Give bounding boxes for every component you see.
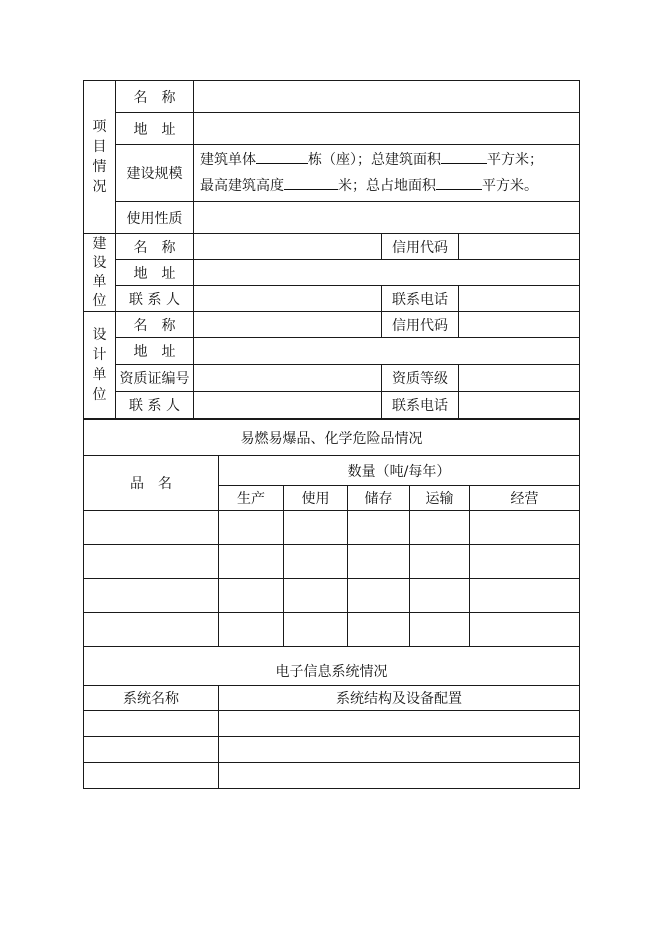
hazard-cell[interactable] [410, 579, 470, 613]
total-area-blank[interactable] [441, 149, 487, 164]
builder-contact-label: 联 系 人 [116, 286, 194, 312]
eis-config-cell[interactable] [219, 711, 580, 737]
designer-contact-field[interactable] [194, 392, 382, 419]
project-name-label: 名 称 [116, 81, 194, 113]
building-count-blank[interactable] [256, 149, 308, 164]
designer-contact-label: 联 系 人 [116, 392, 194, 419]
project-scale-label: 建设规模 [116, 145, 194, 202]
project-scale-field[interactable]: 建筑单体 栋（座）；总建筑面积 平方米； 最高建筑高度 米；总占地面积 平方米。 [194, 145, 580, 202]
eis-config-header: 系统结构及设备配置 [219, 686, 580, 711]
hazard-cell[interactable] [284, 545, 348, 579]
max-height-blank[interactable] [284, 175, 338, 190]
hazard-cell[interactable] [284, 613, 348, 647]
eis-name-cell[interactable] [84, 763, 219, 789]
hazard-cell[interactable] [470, 613, 580, 647]
hazard-cell[interactable] [284, 579, 348, 613]
hazard-cell[interactable] [284, 511, 348, 545]
builder-credit-label: 信用代码 [382, 234, 459, 260]
eis-section-title: 电子信息系统情况 [84, 647, 580, 686]
hazard-cell[interactable] [219, 545, 284, 579]
hazard-eis-table [83, 419, 580, 789]
eis-name-cell[interactable] [84, 711, 219, 737]
project-usage-field[interactable] [194, 202, 580, 234]
hazard-quantity-header: 数量（吨/每年） [219, 456, 580, 486]
hazard-cell[interactable] [219, 511, 284, 545]
unit-info-table [83, 80, 580, 419]
eis-name-header: 系统名称 [84, 686, 219, 711]
project-name-field[interactable] [194, 81, 580, 113]
hazard-row [84, 613, 580, 647]
designer-credit-label: 信用代码 [382, 312, 459, 338]
designer-qual-level-label: 资质等级 [382, 365, 459, 392]
hazard-cell[interactable] [348, 613, 410, 647]
hazard-product-header: 品 名 [84, 456, 219, 511]
designer-phone-label: 联系电话 [382, 392, 459, 419]
designer-group-label: 设 计 单 位 [84, 312, 116, 419]
builder-name-field[interactable] [194, 234, 382, 260]
hazard-cell[interactable] [84, 545, 219, 579]
builder-phone-field[interactable] [459, 286, 580, 312]
builder-name-label: 名 称 [116, 234, 194, 260]
eis-name-cell[interactable] [84, 737, 219, 763]
builder-address-field[interactable] [194, 260, 580, 286]
builder-address-label: 地 址 [116, 260, 194, 286]
project-address-label: 地 址 [116, 113, 194, 145]
hazard-cell[interactable] [470, 579, 580, 613]
designer-credit-field[interactable] [459, 312, 580, 338]
project-address-field[interactable] [194, 113, 580, 145]
eis-row [84, 763, 580, 789]
designer-qual-no-field[interactable] [194, 365, 382, 392]
project-group-label: 项 目 情 况 [84, 81, 116, 234]
eis-config-cell[interactable] [219, 737, 580, 763]
project-usage-label: 使用性质 [116, 202, 194, 234]
hazard-col-produce: 生产 [219, 486, 284, 511]
eis-config-cell[interactable] [219, 763, 580, 789]
eis-row [84, 737, 580, 763]
builder-credit-field[interactable] [459, 234, 580, 260]
hazard-section-title: 易燃易爆品、化学危险品情况 [84, 420, 580, 456]
eis-row [84, 711, 580, 737]
hazard-cell[interactable] [219, 579, 284, 613]
designer-qual-level-field[interactable] [459, 365, 580, 392]
designer-name-field[interactable] [194, 312, 382, 338]
builder-group-label: 建 设 单 位 [84, 234, 116, 312]
land-area-blank[interactable] [436, 175, 482, 190]
hazard-cell[interactable] [84, 579, 219, 613]
hazard-cell[interactable] [219, 613, 284, 647]
hazard-cell[interactable] [410, 613, 470, 647]
hazard-cell[interactable] [348, 511, 410, 545]
hazard-cell[interactable] [348, 579, 410, 613]
hazard-col-use: 使用 [284, 486, 348, 511]
builder-phone-label: 联系电话 [382, 286, 459, 312]
hazard-cell[interactable] [470, 545, 580, 579]
hazard-col-store: 储存 [348, 486, 410, 511]
hazard-cell[interactable] [84, 511, 219, 545]
hazard-cell[interactable] [470, 511, 580, 545]
designer-qual-no-label: 资质证编号 [116, 365, 194, 392]
designer-name-label: 名 称 [116, 312, 194, 338]
designer-phone-field[interactable] [459, 392, 580, 419]
builder-contact-field[interactable] [194, 286, 382, 312]
hazard-cell[interactable] [348, 545, 410, 579]
hazard-row [84, 511, 580, 545]
hazard-row [84, 545, 580, 579]
hazard-cell[interactable] [410, 511, 470, 545]
designer-address-field[interactable] [194, 338, 580, 365]
hazard-row [84, 579, 580, 613]
designer-address-label: 地 址 [116, 338, 194, 365]
hazard-cell[interactable] [410, 545, 470, 579]
hazard-col-trade: 经营 [470, 486, 580, 511]
hazard-cell[interactable] [84, 613, 219, 647]
hazard-col-transport: 运输 [410, 486, 470, 511]
